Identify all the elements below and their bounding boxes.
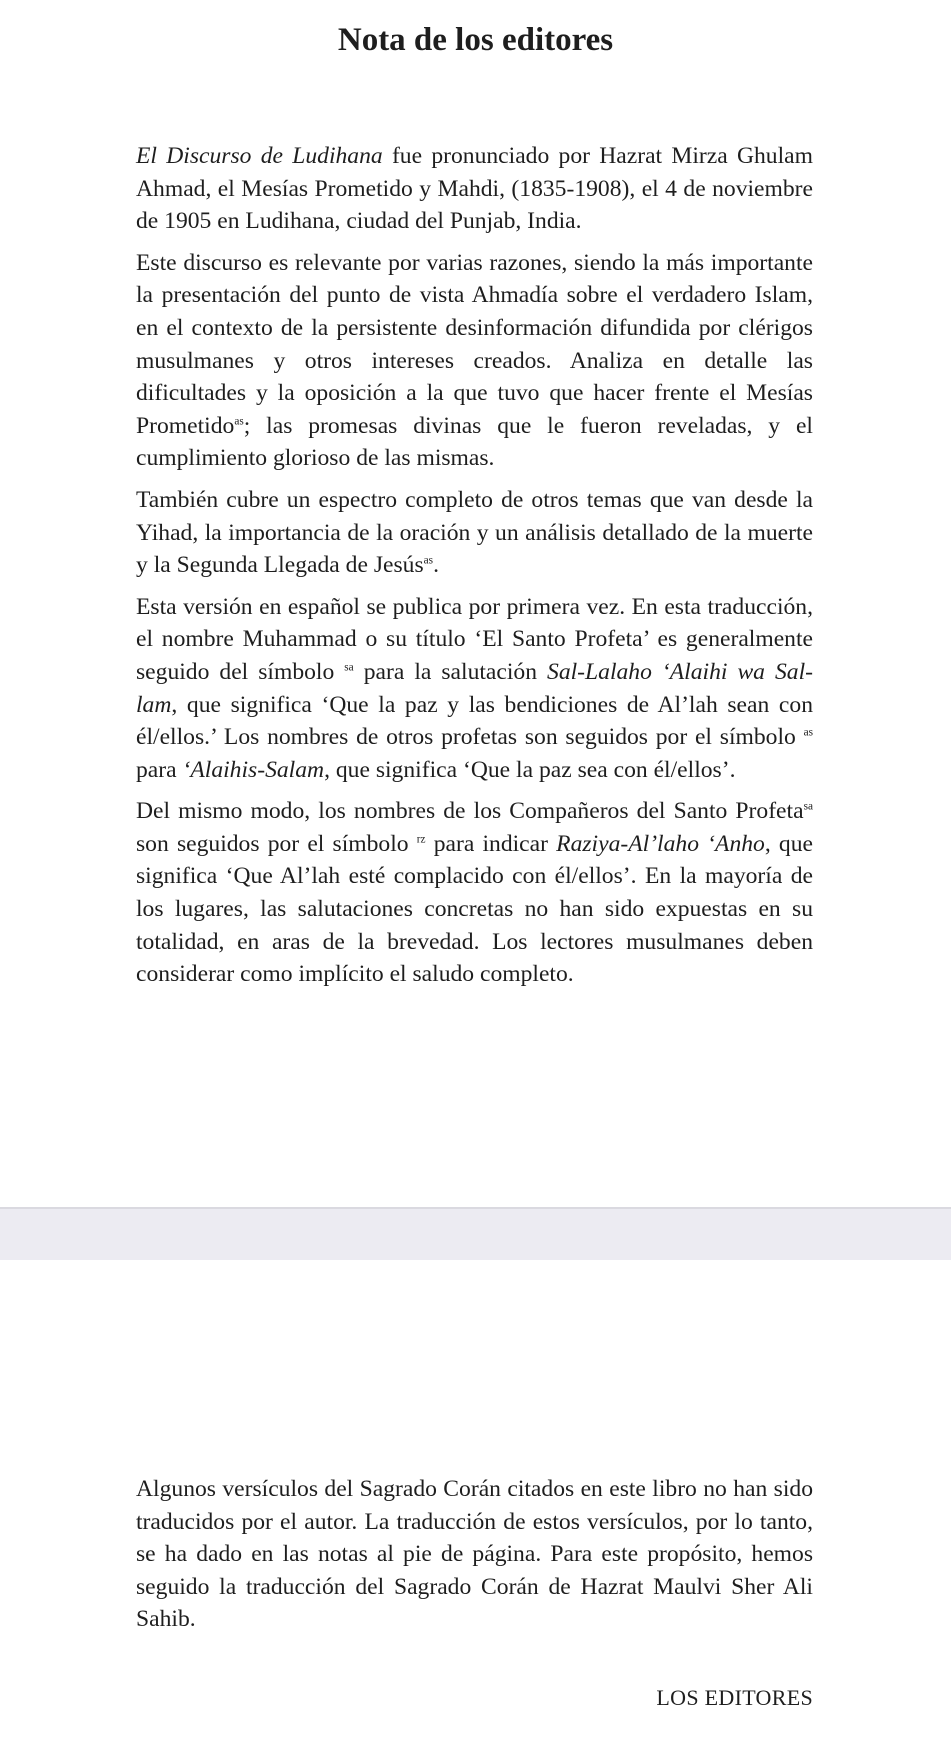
salutation-symbol-rz: rz xyxy=(416,833,426,846)
salutation-symbol-sa: sa xyxy=(344,661,354,674)
paragraph-5-text-c: para indicar xyxy=(425,830,557,857)
page-title: Nota de los editores xyxy=(337,22,614,58)
paragraph-2-text-a: Este discurso es relevante por varias razones, siendo la más importante la presentación del punto de vista Ahmadía sobre el verdadero Islam, en el contexto de la persistente desinformación difundida por clérigos musulmanes y otros intereses creados. Analiza en detalle las dificultades y la oposición a la que tuvo que hacer frente el Mesías Prometido xyxy=(136,249,813,439)
paragraph-4-text-b: para la salutación xyxy=(353,658,548,685)
salutation-symbol-as: as xyxy=(803,726,813,739)
paragraph-3-text-b: . xyxy=(433,552,439,579)
page-bottom xyxy=(0,1260,951,1756)
paragraph-5-text-b: son seguidos por el símbolo xyxy=(136,830,417,857)
paragraph-4 xyxy=(136,591,813,787)
salutation-term: ‘Alaihis-Salam xyxy=(182,756,325,783)
paragraph-5-text-a: Del mismo modo, los nombres de los Compañeros del Santo Profeta xyxy=(136,798,804,825)
salutation-symbol-as: as xyxy=(423,554,434,567)
paragraph-3 xyxy=(136,484,813,582)
translation-note-paragraph: Algunos versículos del Sagrado Corán citados en este libro no han sido traducidos por el autor. La traducción de estos versículos, por lo tanto, se ha dado en las notas al pie de página. Para este propósito, hemos seguido la traducción del Sagrado Corán de Hazrat Maulvi Sher Ali Sahib. xyxy=(136,1476,813,1633)
paragraph-5 xyxy=(136,795,813,991)
translation-note xyxy=(136,1473,813,1645)
salutation-term: Sal-Lalaho ‘Alaihi wa Sal-lam xyxy=(136,658,813,718)
paragraph-5-text-d: , que significa ‘Que Al’lah esté complacido con él/ellos’. En la mayoría de los lugares, las salutaciones concretas no han sido expuestas en su totalidad, en aras de la brevedad. Los lectores musulmanes deben considerar como implícito el saludo completo. xyxy=(136,830,813,988)
paragraph-3-text-a: También cubre un espectro completo de otros temas que van desde la Yihad, la importancia de la oración y un análisis detallado de la muerte y la Segunda Llegada de Jesús xyxy=(136,486,813,579)
editors-note-body xyxy=(136,140,813,1000)
paragraph-1 xyxy=(136,140,813,238)
paragraph-1-text: fue pronunciado por Hazrat Mirza Ghulam Ahmad, el Mesías Prometido y Mahdi, (1835-1908), el 4 de noviembre de 1905 en Ludihana, ciudad del Punjab, India. xyxy=(136,143,813,235)
salutation-term: Raziya-Al’laho ‘Anho xyxy=(556,830,765,857)
salutation-symbol-as: as xyxy=(234,415,244,428)
paragraph-2 xyxy=(136,247,813,475)
page-separator xyxy=(0,1207,951,1260)
paragraph-2-text-b: ; las promesas divinas que le fueron reveladas, y el cumplimiento glorioso de las mismas. xyxy=(136,412,813,472)
paragraph-4-text-d: para xyxy=(136,756,183,783)
salutation-symbol-sa: sa xyxy=(803,800,813,813)
paragraph-4-text-e: , que significa ‘Que la paz sea con él/ellos’. xyxy=(324,756,736,783)
paragraph-4-text-a: Esta versión en español se publica por primera vez. En esta traducción, el nombre Muhammad o su título ‘El Santo Profeta’ es generalmente seguido del símbolo xyxy=(136,593,813,685)
signature: LOS EDITORES xyxy=(656,1685,813,1710)
work-title: El Discurso de Ludihana xyxy=(136,143,383,169)
paragraph-4-text-c: , que significa ‘Que la paz y las bendiciones de Al’lah sean con él/ellos.’ Los nombres de otros profetas son seguidos por el símbolo xyxy=(136,691,813,751)
